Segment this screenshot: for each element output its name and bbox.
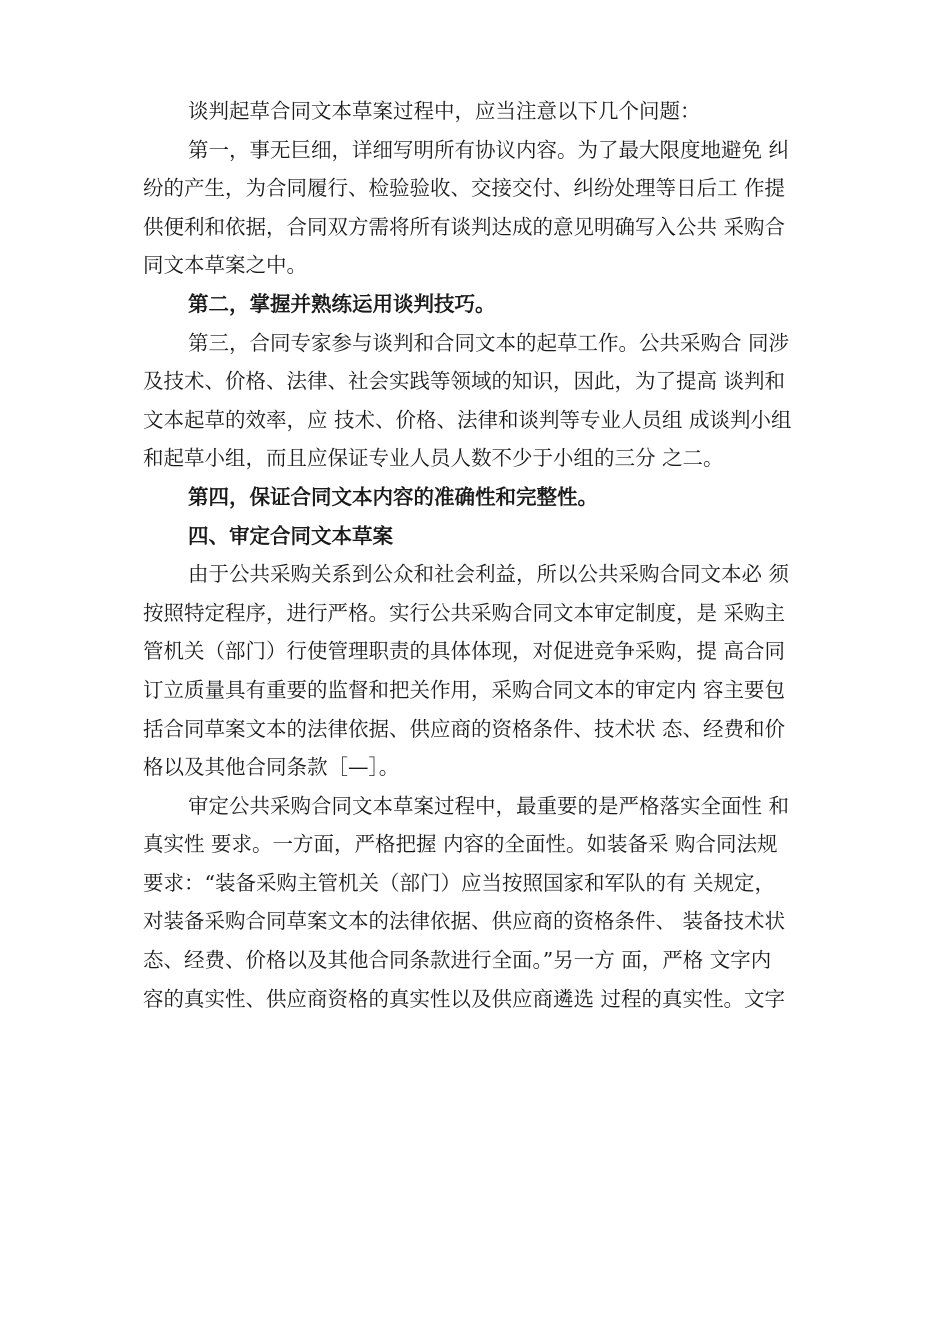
text-line: 态、经费、价格以及其他合同条款进行全面。”另一方 面，严格 文字内 [143, 948, 772, 973]
text-line: 由于公共采购关系到公众和社会利益，所以公共采购合同文本必 须 [188, 562, 790, 587]
document-body [143, 92, 833, 1018]
text-line: 括合同草案文本的法律依据、供应商的资格条件、技术状 态、经费和价 [143, 716, 786, 741]
text-line: 同文本草案之中。 [143, 253, 307, 278]
text-line: 和起草小组，而且应保证专业人员人数不少于小组的三分 之二。 [143, 446, 724, 471]
section-heading: 第二，掌握并熟练运用谈判技巧。 [188, 291, 496, 316]
text-line: 管机关（部门）行使管理职责的具体体现，对促进竞争采购，提 高合同 [143, 639, 786, 664]
text-line: 按照特定程序，进行严格。实行公共采购合同文本审定制度，是 采购主 [143, 600, 786, 625]
text-line: 第三，合同专家参与谈判和合同文本的起草工作。公共采购合 同涉 [188, 330, 790, 355]
text-line: 第一，事无巨细，详细写明所有协议内容。为了最大限度地避免 纠 [188, 137, 790, 162]
text-line: 真实性 要求。一方面，严格把握 内容的全面性。如装备采 购合同法规 [143, 832, 778, 857]
text-line: 文本起草的效率，应 技术、价格、法律和谈判等专业人员组 成谈判小组 [143, 407, 792, 432]
text-line: 及技术、价格、法律、社会实践等领域的知识，因此，为了提高 谈判和 [143, 369, 786, 394]
text-line: 对装备采购合同草案文本的法律依据、供应商的资格条件、 装备技术状 [143, 909, 786, 934]
section-heading: 第四，保证合同文本内容的准确性和完整性。 [188, 484, 598, 509]
text-line: 格以及其他合同条款［—］。 [143, 755, 400, 780]
text-line: 要求：“装备采购主管机关（部门）应当按照国家和军队的有 关规定， [143, 870, 775, 895]
text-line: 订立质量具有重要的监督和把关作用，采购合同文本的审定内 容主要包 [143, 677, 786, 702]
text-line: 纷的产生，为合同履行、检验验收、交接交付、纠纷处理等日后工 作提 [143, 176, 786, 201]
section-heading: 四、审定合同文本草案 [188, 523, 393, 548]
text-line: 供便利和依据，合同双方需将所有谈判达成的意见明确写入公共 采购合 [143, 214, 786, 239]
text-line: 审定公共采购合同文本草案过程中，最重要的是严格落实全面性 和 [188, 793, 790, 818]
text-line: 谈判起草合同文本草案过程中，应当注意以下几个问题： [188, 99, 701, 123]
text-line: 容的真实性、供应商资格的真实性以及供应商遴选 过程的真实性。文字 [143, 986, 786, 1011]
